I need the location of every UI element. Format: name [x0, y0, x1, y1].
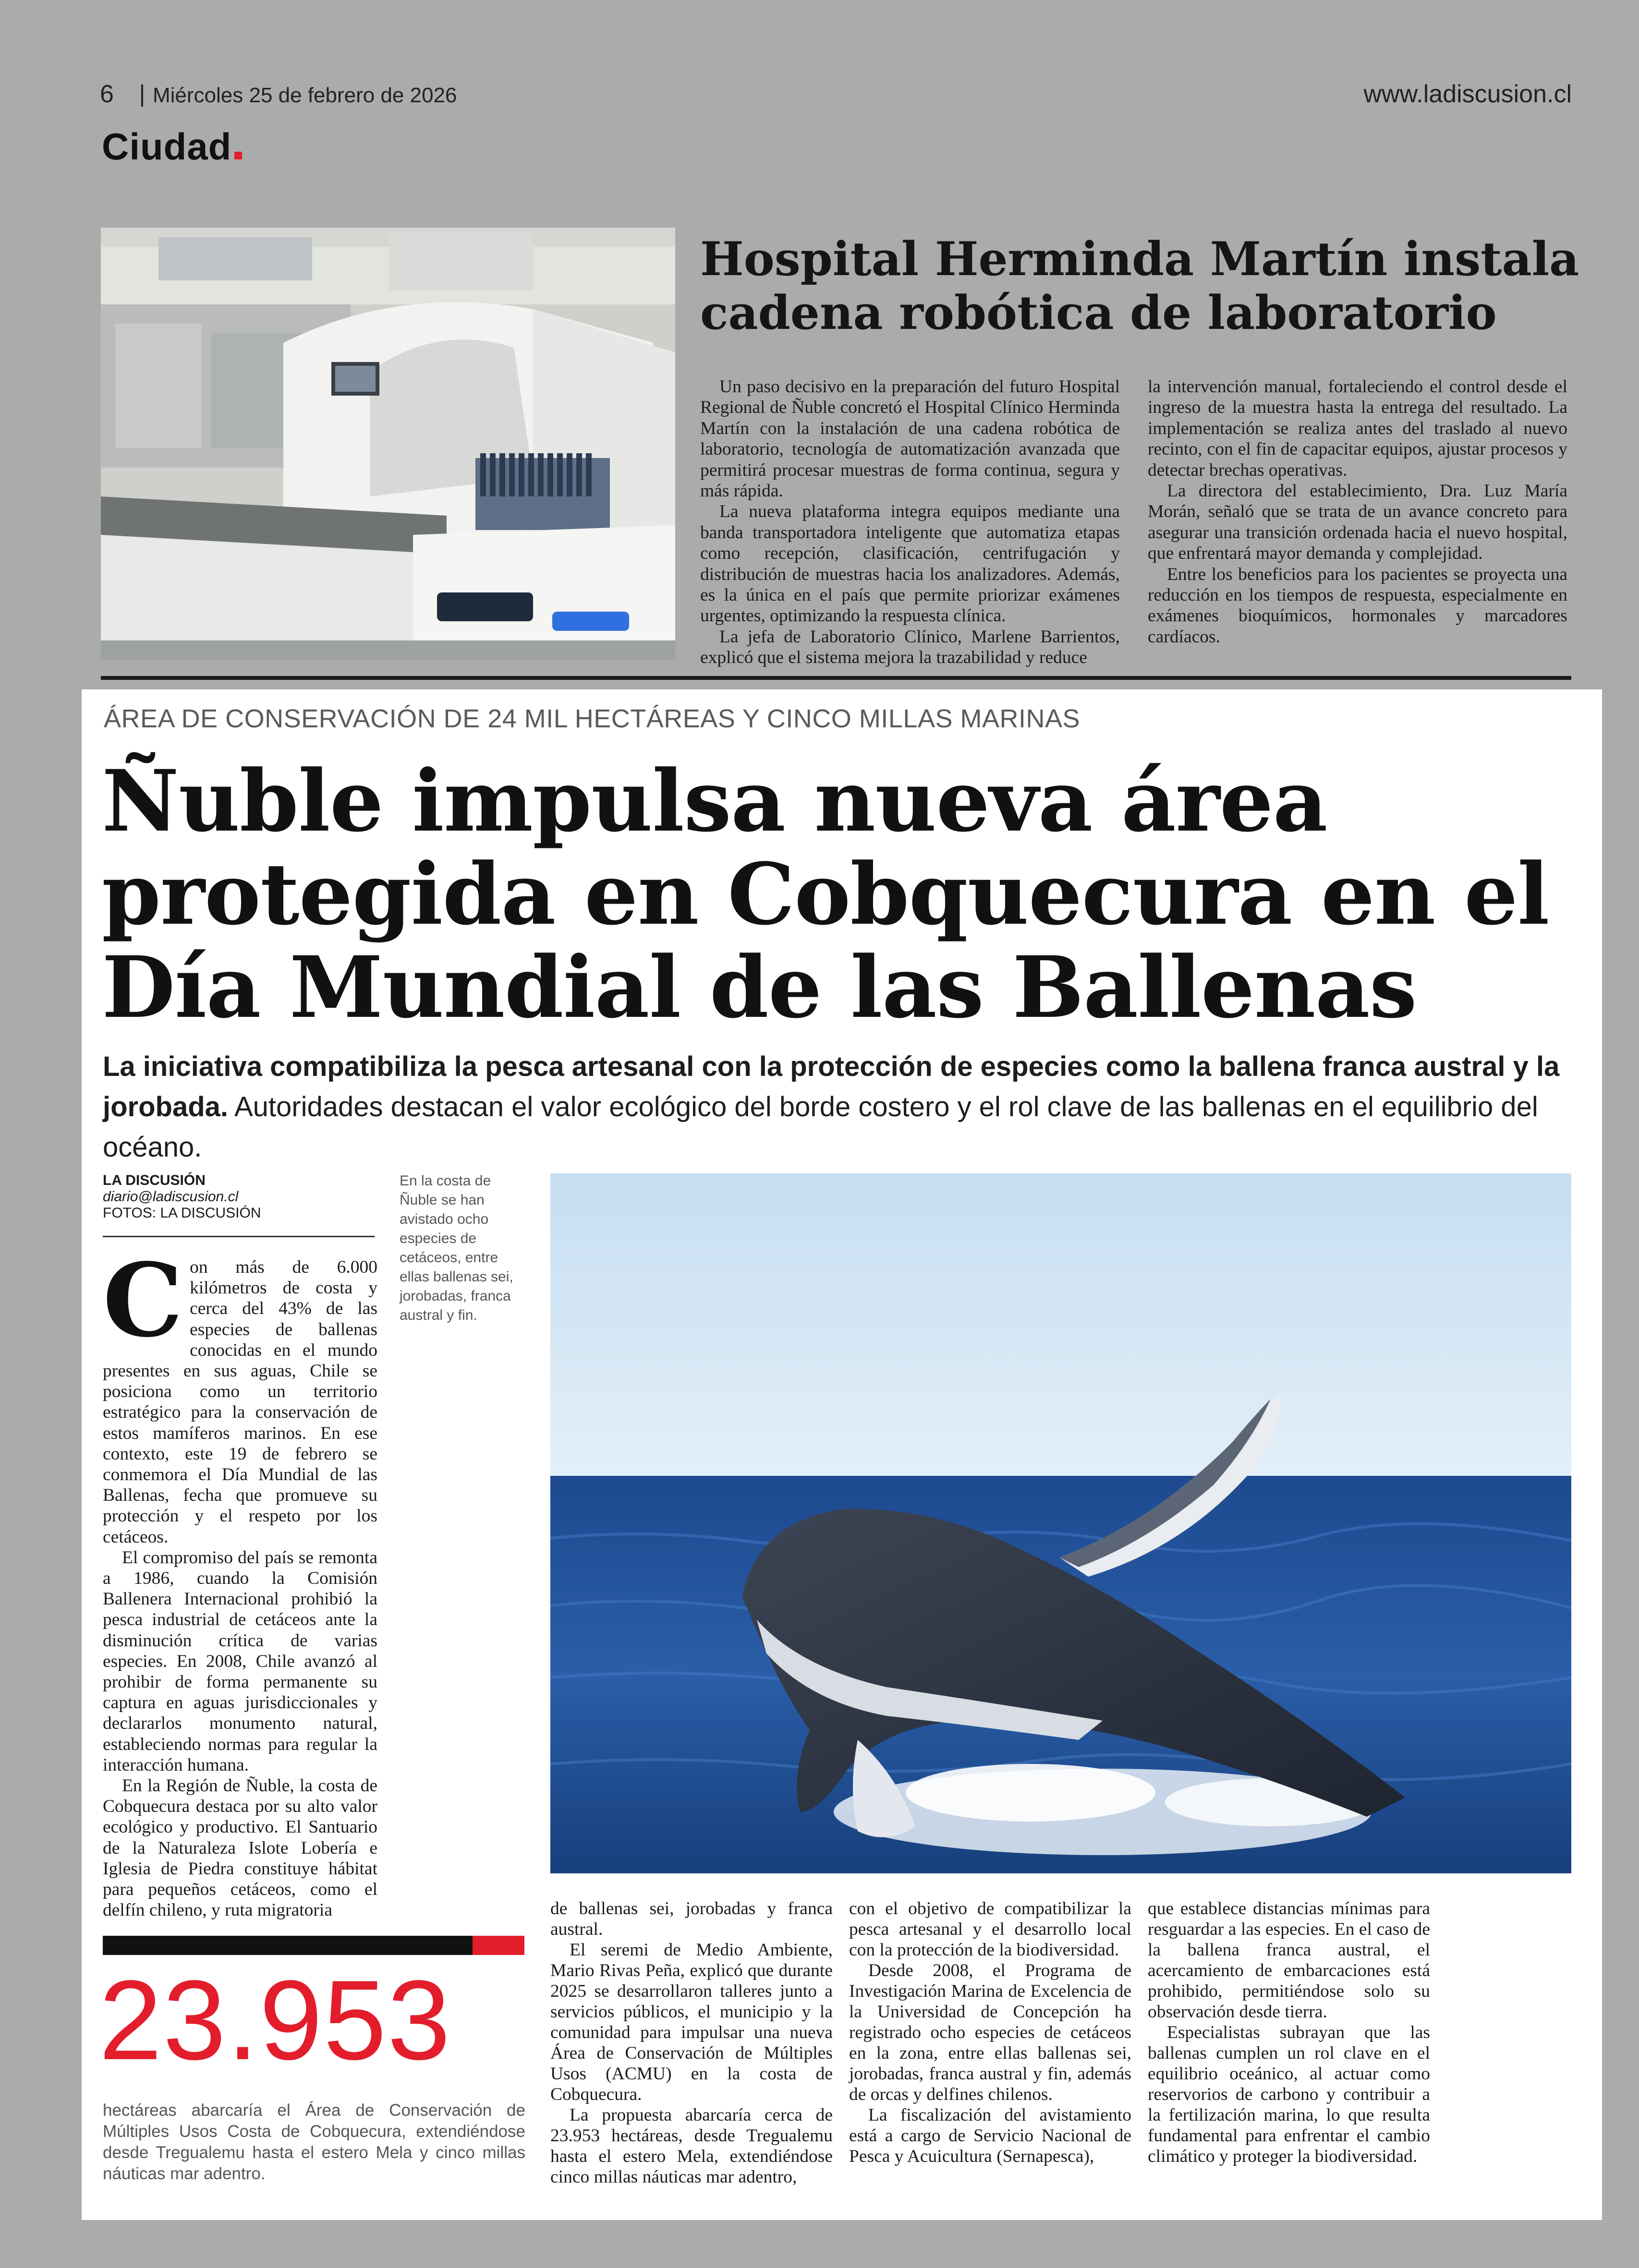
section-red-square [234, 152, 242, 159]
paragraph: En la Región de Ñuble, la costa de Cobquecura destaca por su alto valor ecológico y productivo. El Santuario de la Naturaleza Islote Lobería e Iglesia de Piedra constituye hábitat para pequeños cetáceos, como el delfín chileno, y ruta migratoria [103, 1776, 377, 1920]
paragraph: Desde 2008, el Programa de Investigación Marina de Excelencia de la Universidad de Concepción ha registrado ocho especies de cetáceos en la zona, entre ellas ballenas sei, jorobadas, franca austral y fin, además de orcas y delfines chilenos. [849, 1961, 1131, 2104]
byline-rule [103, 1236, 375, 1237]
stat-bar-red [473, 1936, 524, 1955]
paragraph: que establece distancias mínimas para resguardar a las especies. En el caso de la ballena franca austral, el acercamiento de embarcaciones está prohibido, permitiéndose solo su observación desde tierra. [1148, 1899, 1430, 2022]
website-url: www.ladiscusion.cl [1363, 80, 1572, 108]
section-divider-rule [101, 676, 1571, 680]
byline-email: diario@ladiscusion.cl [103, 1189, 239, 1205]
paragraph: El seremi de Medio Ambiente, Mario Rivas Peña, explicó que durante 2025 se desarrollaron talleres junto a servicios públicos, el municipio y la comunidad para impulsar una nueva Área de Conservación de Múltiples Usos (ACMU) en la costa de Cobquecura. [550, 1940, 833, 2104]
lab-robotic-chain-photo [101, 228, 675, 660]
section-title [102, 125, 242, 169]
top-article-column-2 [1148, 376, 1567, 647]
paragraph: on más de 6.000 kilómetros de costa y cerca del 43% de las especies de ballenas conocidas en el mundo presentes en sus aguas, Chile se posiciona como un territorio estratégico para la conservación de estos mamíferos marinos. En ese contexto, este 19 de febrero se conmemora el Día Mundial de las Ballenas, fecha que promueve su protección y el respeto por los cetáceos. [103, 1257, 377, 1547]
paragraph: La nueva plataforma integra equipos mediante una banda transportadora inteligente que automatiza etapas como recepción, clasificación, centrifugación y distribución de muestras hacia los analizadores. Además, es la única en el país que permite priorizar exámenes urgentes, optimizando la respuesta clínica. [700, 502, 1120, 626]
issue-date: Miércoles 25 de febrero de 2026 [153, 84, 457, 107]
deck-regular: Autoridades destacan el valor ecológico del borde costero y el rol clave de las ballenas en el equilibrio del océano. [103, 1091, 1538, 1163]
header-divider [141, 84, 143, 107]
section-label: Ciudad [102, 125, 232, 168]
top-article-column-1 [700, 376, 1120, 668]
article-kicker: ÁREA DE CONSERVACIÓN DE 24 MIL HECTÁREAS Y CINCO MILLAS MARINAS [104, 704, 1081, 733]
article-column-3 [849, 1898, 1131, 2167]
paragraph: La fiscalización del avistamiento está a cargo de Servicio Nacional de Pesca y Acuicultura (Sernapesca), [849, 2105, 1131, 2166]
paragraph: la intervención manual, fortaleciendo el control desde el ingreso de la muestra hasta la entrega del resultado. La implementación se realiza antes del traslado al nuevo recinto, con el fin de capacitar equipos, ajustar procesos y detectar brechas operativas. [1148, 377, 1567, 480]
paragraph: Entre los beneficios para los pacientes se proyecta una reducción en los tiempos de respuesta, especialmente en exámenes bioquímicos, hormonales y marcadores cardíacos. [1148, 564, 1567, 647]
drop-cap: C [103, 1241, 183, 1360]
byline-name: LA DISCUSIÓN [103, 1172, 206, 1188]
paragraph: El compromiso del país se remonta a 1986, cuando la Comisión Ballenera Internacional prohibió la pesca industrial de cetáceos ante la disminución crítica de varias especies. En 2008, Chile avanzó al prohibir de forma permanente su captura en aguas jurisdiccionales y declararlos monumento natural, estableciendo normas para regular la interacción humana. [103, 1547, 377, 1775]
stat-bar-black [103, 1936, 473, 1955]
page-number: 6 [100, 80, 114, 108]
stat-description: hectáreas abarcaría el Área de Conservación de Múltiples Usos Costa de Cobquecura, extendiéndose desde Tregualemu hasta el estero Mela y cinco millas náuticas mar adentro. [103, 2101, 525, 2183]
paragraph: con el objetivo de compatibilizar la pesca artesanal y el desarrollo local con la protección de la biodiversidad. [849, 1899, 1131, 1960]
paragraph: La jefa de Laboratorio Clínico, Marlene Barrientos, explicó que el sistema mejora la trazabilidad y reduce [700, 627, 1120, 668]
byline [103, 1172, 375, 1221]
article-deck [103, 1047, 1591, 1168]
paragraph: La directora del establecimiento, Dra. Luz María Morán, señaló que se trata de un avance concreto para asegurar una transición ordenada hacia el nuevo hospital, que enfrentará mayor demanda y complejidad. [1148, 481, 1567, 564]
paragraph: La propuesta abarcaría cerca de 23.953 hectáreas, desde Tregualemu hasta el estero Mela, extendiéndose cinco millas náuticas mar adentro, [550, 2105, 833, 2187]
paragraph: Un paso decisivo en la preparación del futuro Hospital Regional de Ñuble concretó el Hospital Clínico Herminda Martín con la instalación de una cadena robótica de laboratorio, tecnología de automatización avanzada que permitirá procesar muestras de forma continua, segura y más rápida. [700, 377, 1120, 501]
stat-number: 23.953 [99, 1957, 451, 2084]
paragraph: Especialistas subrayan que las ballenas cumplen un rol clave en el equilibrio oceánico, al actuar como reservorios de carbono y contribuir a la fertilización marina, lo que resulta fundamental para enfrentar el cambio climático y proteger la biodiversidad. [1148, 2023, 1430, 2166]
byline-photos: FOTOS: LA DISCUSIÓN [103, 1205, 261, 1221]
article-column-4 [1148, 1898, 1430, 2167]
deck-bold: La iniciativa compatibiliza la pesca artesanal con la protección de especies como la ballena franca austral y la jorobada. [103, 1051, 1560, 1122]
article-headline: Ñuble impulsa nueva área protegida en Cobquecura en el Día Mundial de las Ballenas [102, 751, 1549, 1037]
article-column-1 [103, 1241, 377, 1921]
humpback-whale-breach-photo [550, 1173, 1571, 1873]
article-column-2 [550, 1898, 833, 2187]
photo-caption: En la costa de Ñuble se han avistado ocho especies de cetáceos, entre ellas ballenas sei, jorobadas, franca austral y fin. [400, 1173, 513, 1323]
paragraph: de ballenas sei, jorobadas y franca austral. [550, 1899, 833, 1939]
top-article-title: Hospital Herminda Martín instala cadena robótica de laboratorio [700, 232, 1579, 340]
